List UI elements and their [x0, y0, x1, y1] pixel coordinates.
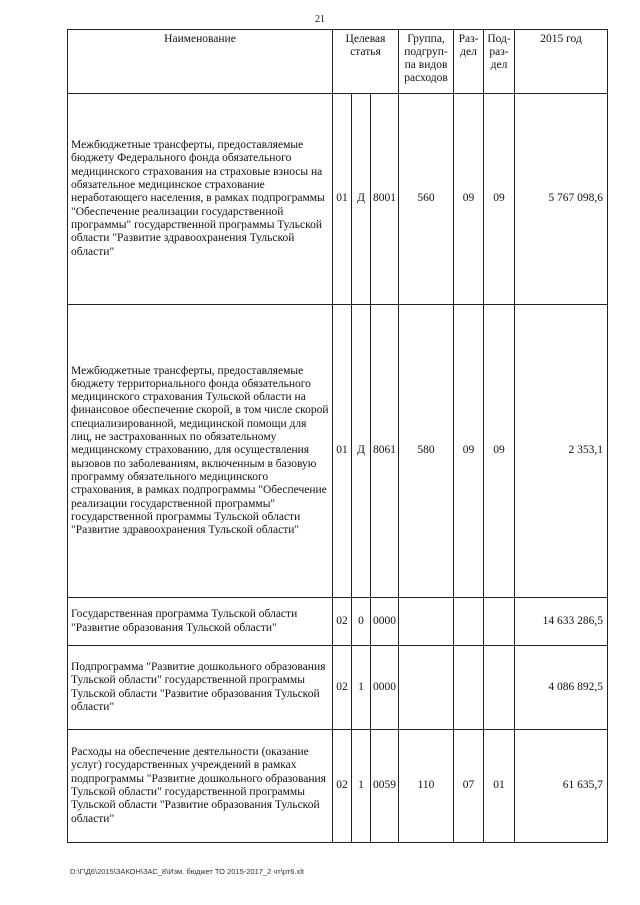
file-path-footer: D:\Г\Д6\2015\ЗАКОН\ЗАС_8\Изм. бюджет ТО 2015-2017_2 чт\рт6.xlt	[70, 867, 305, 876]
row-amount: 14 633 286,5	[515, 598, 608, 646]
budget-table	[67, 29, 608, 843]
row-amount: 61 635,7	[515, 730, 608, 843]
table-row	[68, 646, 608, 730]
row-subsection: 09	[484, 305, 515, 598]
table-row	[68, 730, 608, 843]
row-section: 07	[454, 730, 484, 843]
header-year: 2015 год	[515, 30, 608, 94]
row-article-1: 01	[333, 94, 352, 305]
row-article-3: 0059	[371, 730, 399, 843]
header-group: Группа, подгруп-па видов расходов	[399, 30, 454, 94]
row-article-2: 1	[352, 730, 371, 843]
row-name: Расходы на обеспечение деятельности (оказание услуг) государственных учреждений в рамках подпрограммы "Развитие дошкольного образования Тульской области" государственной программы Тульской области "Развитие образования Тульской области"	[68, 730, 333, 843]
row-group	[399, 598, 454, 646]
row-name: Подпрограмма "Развитие дошкольного образования Тульской области" государственной программы Тульской области "Развитие образования Тульской области"	[68, 646, 333, 730]
row-article-2: 1	[352, 646, 371, 730]
row-article-1: 01	[333, 305, 352, 598]
header-section: Раз-дел	[454, 30, 484, 94]
row-name: Межбюджетные трансферты, предоставляемые бюджету территориального фонда обязательного медицинского страхования Тульской области на финансовое обеспечение скорой, в том числе скорой специализированной, медицинской помощи для лиц, не застрахованных по обязательному медицинскому страхованию, для осуществления вызовов по заболеваниям, включенным в базовую программу обязательного медицинского страхования, в рамках подпрограммы "Обеспечение реализации государственной программы" государственной программы Тульской области "Развитие здравоохранения Тульской области"	[68, 305, 333, 598]
header-subsection: Под-раз-дел	[484, 30, 515, 94]
row-article-1: 02	[333, 598, 352, 646]
row-article-3: 0000	[371, 598, 399, 646]
row-group: 560	[399, 94, 454, 305]
row-group: 580	[399, 305, 454, 598]
row-amount: 5 767 098,6	[515, 94, 608, 305]
row-section	[454, 646, 484, 730]
row-section: 09	[454, 305, 484, 598]
header-article: Целевая статья	[333, 30, 399, 94]
row-name: Государственная программа Тульской области "Развитие образования Тульской области"	[68, 598, 333, 646]
row-article-1: 02	[333, 646, 352, 730]
row-article-3: 8061	[371, 305, 399, 598]
row-group: 110	[399, 730, 454, 843]
table-row	[68, 94, 608, 305]
row-subsection: 09	[484, 94, 515, 305]
row-article-3: 0000	[371, 646, 399, 730]
table-row	[68, 305, 608, 598]
row-subsection: 01	[484, 730, 515, 843]
page-number: 21	[315, 14, 325, 25]
row-section	[454, 598, 484, 646]
row-group	[399, 646, 454, 730]
row-subsection	[484, 646, 515, 730]
row-article-2: Д	[352, 94, 371, 305]
row-amount: 2 353,1	[515, 305, 608, 598]
row-subsection	[484, 598, 515, 646]
row-article-3: 8001	[371, 94, 399, 305]
row-section: 09	[454, 94, 484, 305]
row-article-1: 02	[333, 730, 352, 843]
header-row	[68, 30, 608, 94]
row-article-2: Д	[352, 305, 371, 598]
table-row	[68, 598, 608, 646]
row-name: Межбюджетные трансферты, предоставляемые бюджету Федерального фонда обязательного медицинского страхования на страховые взносы на обязательное медицинское страхование неработающего населения, в рамках подпрограммы "Обеспечение реализации государственной программы" государственной программы Тульской области "Развитие здравоохранения Тульской области"	[68, 94, 333, 305]
header-name: Наименование	[68, 30, 333, 94]
row-amount: 4 086 892,5	[515, 646, 608, 730]
row-article-2: 0	[352, 598, 371, 646]
